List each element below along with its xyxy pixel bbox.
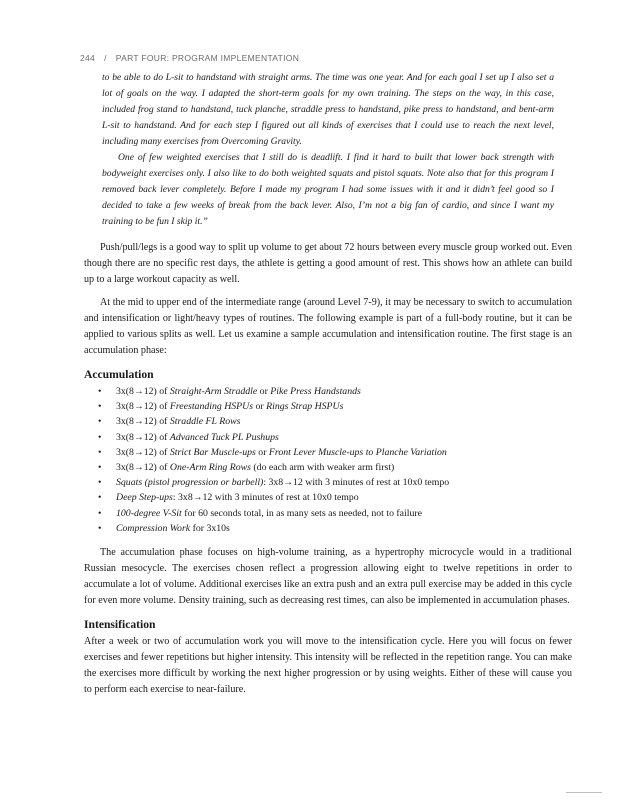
item-em2: Pike Press Handstands bbox=[270, 386, 361, 397]
item-pre: 3x(8→12) of bbox=[116, 416, 170, 428]
page-number: 244 bbox=[80, 53, 96, 63]
item-pre: 3x(8→12) of bbox=[116, 431, 170, 443]
body-paragraph: Push/pull/legs is a good way to split up volume to get about 72 hours between every muscle group worked out. Even though there are no specific rest days, the athlete is getting a good amount of rest. This shows how an athlete can build up to a large workout capacity as well. bbox=[84, 242, 572, 285]
item-em: Strict Bar Muscle-ups bbox=[169, 446, 256, 458]
header-separator: / bbox=[104, 53, 107, 63]
footer-rule bbox=[566, 792, 602, 793]
bullet-icon: • bbox=[98, 492, 102, 504]
page-content bbox=[84, 70, 572, 705]
item-em: Squats (pistol progression or barbell) bbox=[116, 477, 264, 489]
accumulation-item bbox=[84, 430, 572, 445]
accumulation-item bbox=[84, 414, 572, 429]
bullet-icon: • bbox=[98, 401, 102, 413]
running-head bbox=[80, 53, 299, 63]
item-post: for 3x10s bbox=[190, 522, 230, 534]
interview-quote bbox=[102, 70, 554, 230]
bullet-icon: • bbox=[98, 462, 102, 474]
item-em: Straight-Arm Straddle bbox=[169, 386, 258, 397]
quote-paragraph: to be able to do L-sit to handstand with straight arms. The time was one year. And for each goal I set up I also set a lot of goals on the way. I adapted the short-term goals for my own training. The steps on the way, in this case, included frog stand to handstand, tuck planche, straddle press to handstand, pike press to handstand, and bent-arm L-sit to handstand. And for each step I figured out all kinds of exercises that I could use to reach the next level, including many exercises from Overcoming Gravity. bbox=[102, 72, 554, 147]
item-post: (do each arm with weaker arm first) bbox=[250, 462, 395, 474]
item-pre: 3x(8→12) of bbox=[116, 386, 170, 397]
accumulation-list bbox=[84, 384, 572, 536]
bullet-icon: • bbox=[98, 416, 102, 428]
item-em2: Front Lever Muscle-ups to Planche Variation bbox=[268, 446, 447, 458]
quote-paragraph: One of few weighted exercises that I still do is deadlift. I find it hard to built that lower back strength with bodyweight exercises only. I also like to do both weighted squats and pistol squats. Note also that for this program I removed back lever completely. Before I made my program I had some issues with it and it didn’t feel good so I decided to take a few weeks of break from the back lever. Also, I’m not a big fan of cardio, and since I want my training to be fun I skip it.” bbox=[102, 152, 554, 227]
item-mid: or bbox=[255, 446, 269, 458]
body-paragraph: The accumulation phase focuses on high-volume training, as a hypertrophy microcycle would in a traditional Russian mesocycle. The exercises chosen reflect a progression allowing eight to twelve repetitions in order to accumulate a lot of volume. Additional exercises like an extra push and an extra pull exercise may be added in this cycle for even more volume. Density training, such as decreasing rest times, can also be implemented in accumulation phases. bbox=[84, 547, 572, 607]
item-em: Deep Step-ups bbox=[116, 492, 173, 504]
item-em: Compression Work bbox=[116, 522, 191, 534]
item-pre: 3x(8→12) of bbox=[116, 462, 170, 474]
bullet-icon: • bbox=[98, 431, 102, 443]
accumulation-item bbox=[84, 445, 572, 460]
item-em: Freestanding HSPUs bbox=[169, 401, 254, 413]
section-title: PART FOUR: PROGRAM IMPLEMENTATION bbox=[115, 53, 300, 63]
item-em: Advanced Tuck PL Pushups bbox=[169, 431, 279, 443]
item-em: Straddle FL Rows bbox=[169, 416, 241, 428]
accumulation-item bbox=[84, 506, 572, 521]
bullet-icon: • bbox=[98, 477, 102, 489]
item-post: : 3x8→12 with 3 minutes of rest at 10x0 tempo bbox=[172, 492, 359, 504]
body-paragraph: At the mid to upper end of the intermediate range (around Level 7-9), it may be necessary to switch to accumulation and intensification or light/heavy types of routines. The following example is part of a full-body routine, but it can be applied to various splits as well. Let us examine a sample accumulation and intensification routine. The first stage is an accumulation phase: bbox=[84, 297, 572, 356]
accumulation-item bbox=[84, 384, 572, 399]
accumulation-item bbox=[84, 490, 572, 505]
item-em: One-Arm Ring Rows bbox=[169, 462, 251, 474]
item-pre: 3x(8→12) of bbox=[116, 446, 170, 458]
item-mid: or bbox=[257, 386, 271, 397]
accumulation-item bbox=[84, 399, 572, 414]
bullet-icon: • bbox=[98, 522, 102, 534]
accumulation-item bbox=[84, 521, 572, 536]
item-em: 100-degree V-Sit bbox=[116, 507, 182, 519]
intensification-heading: Intensification bbox=[84, 618, 156, 632]
bullet-icon: • bbox=[98, 446, 102, 458]
bullet-icon: • bbox=[98, 507, 102, 519]
item-pre: 3x(8→12) of bbox=[116, 401, 170, 413]
accumulation-item bbox=[84, 475, 572, 490]
item-em2: Rings Strap HSPUs bbox=[266, 401, 344, 413]
accumulation-heading: Accumulation bbox=[84, 368, 154, 381]
item-post: : 3x8→12 with 3 minutes of rest at 10x0 tempo bbox=[263, 477, 450, 489]
item-mid: or bbox=[253, 401, 267, 413]
accumulation-item bbox=[84, 460, 572, 475]
body-paragraph: After a week or two of accumulation work you will move to the intensification cycle. Here you will focus on fewer exercises and fewer repetitions but higher intensity. This intensity will be reflected in the repetition range. You can make the exercises more difficult by working the next higher progression or by using weights. Either of these will cause you to perform each exercise to near-failure. bbox=[84, 636, 572, 696]
bullet-icon: • bbox=[98, 386, 102, 397]
item-post: for 60 seconds total, in as many sets as needed, not to failure bbox=[181, 507, 422, 519]
